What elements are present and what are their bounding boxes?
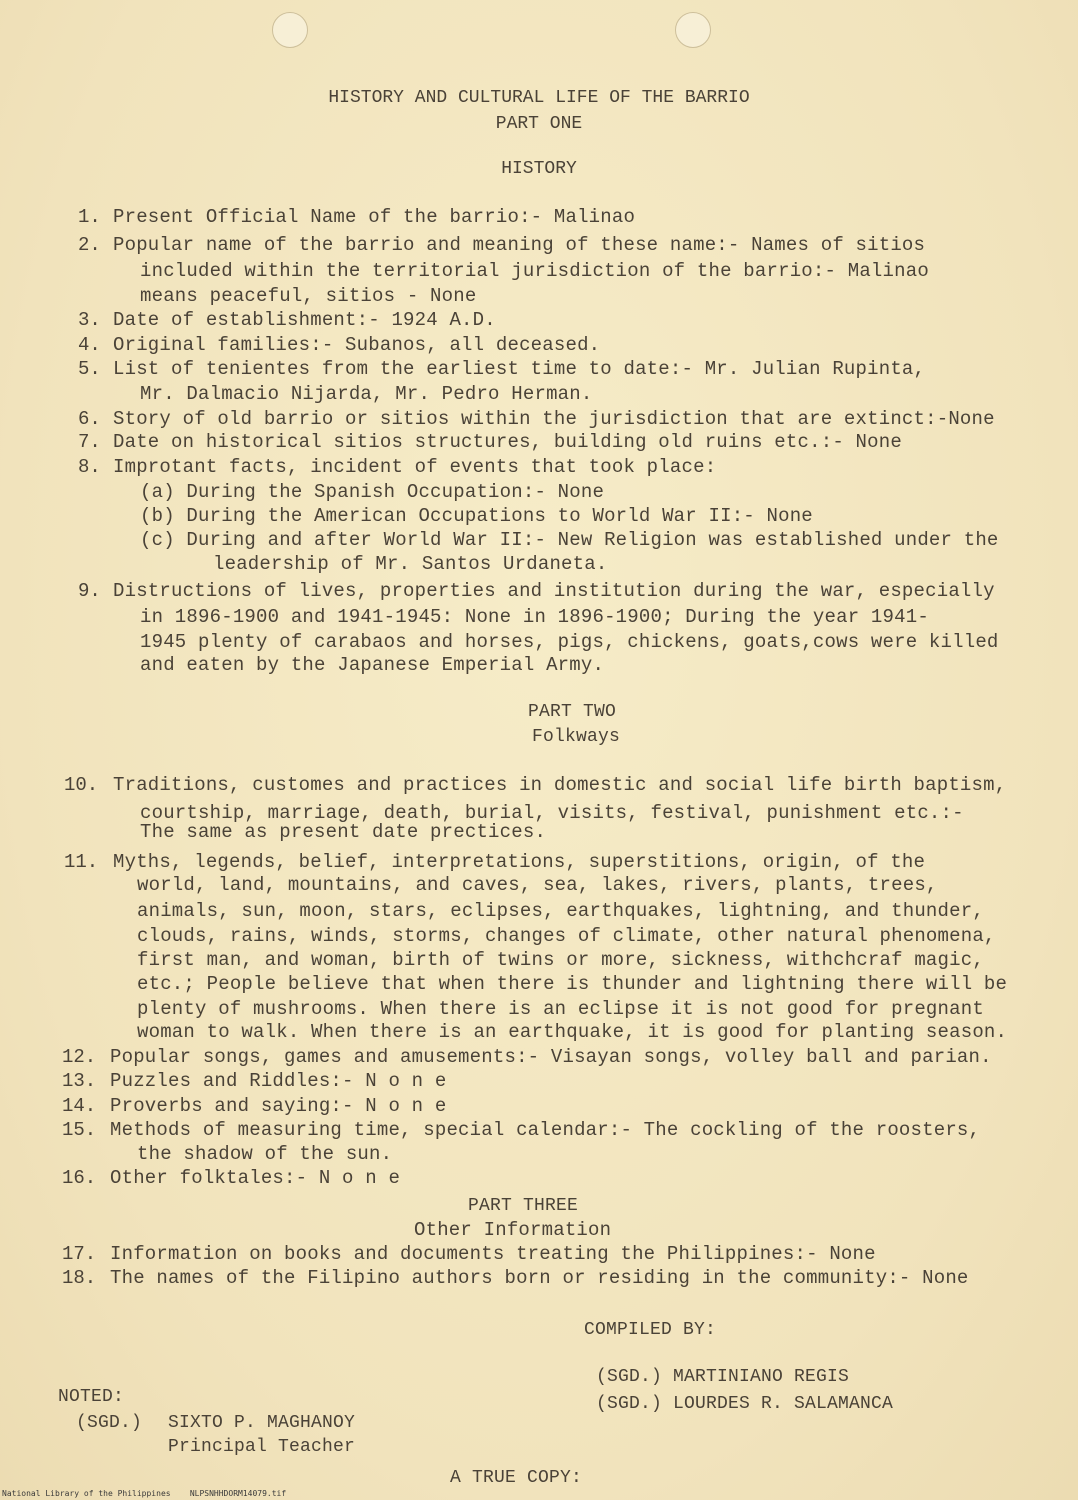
folkways-heading: Folkways	[532, 727, 621, 747]
item-number: 9.	[78, 580, 101, 602]
part-two-heading: PART TWO	[528, 702, 617, 722]
item-line: (a) During the Spanish Occupation:- None	[140, 481, 605, 503]
item-line: Story of old barrio or sitios within the jurisdiction that are extinct:-None	[113, 408, 995, 430]
item-line: included within the territorial jurisdiction of the barrio:- Malinao	[140, 260, 929, 282]
item-line: Other folktales:- N o n e	[110, 1167, 401, 1189]
item-line: the shadow of the sun.	[137, 1143, 393, 1165]
item-line: The same as present date prectices.	[140, 821, 547, 843]
other-information-heading: Other Information	[414, 1219, 612, 1241]
item-number: 2.	[78, 234, 101, 256]
compiler-signature-2: (SGD.) LOURDES R. SALAMANCA	[596, 1394, 894, 1414]
item-number: 4.	[78, 334, 101, 356]
item-line: Mr. Dalmacio Nijarda, Mr. Pedro Herman.	[140, 383, 593, 405]
noted-signature-mark: (SGD.)	[76, 1413, 143, 1433]
item-line: Present Official Name of the barrio:- Malinao	[113, 206, 636, 228]
true-copy-label: A TRUE COPY:	[450, 1468, 583, 1488]
item-number: 18.	[62, 1267, 97, 1289]
noted-label: NOTED:	[58, 1387, 125, 1407]
item-line: leadership of Mr. Santos Urdaneta.	[213, 553, 608, 575]
item-number: 10.	[64, 774, 99, 796]
item-number: 1.	[78, 206, 101, 228]
punch-hole-left	[272, 12, 308, 48]
item-line: Myths, legends, belief, interpretations, superstitions, origin, of the	[113, 851, 926, 873]
item-line: means peaceful, sitios - None	[140, 285, 477, 307]
item-number: 7.	[78, 431, 101, 453]
item-line: Date of establishment:- 1924 A.D.	[113, 309, 496, 331]
item-number: 12.	[62, 1046, 97, 1068]
item-line: in 1896-1900 and 1941-1945: None in 1896-1900; During the year 1941-	[140, 606, 929, 628]
compiler-signature-1: (SGD.) MARTINIANO REGIS	[596, 1367, 850, 1387]
item-line: (b) During the American Occupations to World War II:- None	[140, 505, 813, 527]
noted-name: SIXTO P. MAGHANOY	[168, 1413, 356, 1433]
item-line: etc.; People believe that when there is thunder and lightning there will be	[137, 973, 1008, 995]
item-line: Proverbs and saying:- N o n e	[110, 1095, 447, 1117]
item-line: woman to walk. When there is an earthquake, it is good for planting season.	[137, 1021, 1008, 1043]
item-number: 13.	[62, 1070, 97, 1092]
item-number: 11.	[64, 851, 99, 873]
item-line: Distructions of lives, properties and institution during the war, especially	[113, 580, 995, 602]
item-line: clouds, rains, winds, storms, changes of climate, other natural phenomena,	[137, 925, 996, 947]
item-line: List of tenientes from the earliest time to date:- Mr. Julian Rupinta,	[113, 358, 926, 380]
item-line: plenty of mushrooms. When there is an eclipse it is not good for pregnant	[137, 998, 984, 1020]
item-line: The names of the Filipino authors born or residing in the community:- None	[110, 1267, 969, 1289]
item-line: Popular name of the barrio and meaning of these name:- Names of sitios	[113, 234, 926, 256]
item-line: Date on historical sitios structures, building old ruins etc.:- None	[113, 431, 902, 453]
item-line: Popular songs, games and amusements:- Visayan songs, volley ball and parian.	[110, 1046, 992, 1068]
noted-title: Principal Teacher	[168, 1437, 356, 1457]
item-line: Puzzles and Riddles:- N o n e	[110, 1070, 447, 1092]
item-line: Methods of measuring time, special calendar:- The cockling of the roosters,	[110, 1119, 981, 1141]
item-line: and eaten by the Japanese Emperial Army.	[140, 654, 605, 676]
item-line: Traditions, customes and practices in domestic and social life birth baptism,	[113, 774, 1007, 796]
item-line: first man, and woman, birth of twins or more, sickness, withchcraf magic,	[137, 949, 984, 971]
item-line: world, land, mountains, and caves, sea, lakes, rivers, plants, trees,	[137, 874, 938, 896]
item-line: 1945 plenty of carabaos and horses, pigs, chickens, goats,cows were killed	[140, 631, 999, 653]
compiled-by-label: COMPILED BY:	[584, 1320, 717, 1340]
item-line: Improtant facts, incident of events that took place:	[113, 456, 717, 478]
item-line: Information on books and documents treating the Philippines:- None	[110, 1243, 876, 1265]
item-number: 17.	[62, 1243, 97, 1265]
part-one-heading: PART ONE	[495, 114, 583, 134]
punch-hole-right	[675, 12, 711, 48]
item-line: (c) During and after World War II:- New Religion was established under the	[140, 529, 999, 551]
item-number: 8.	[78, 456, 101, 478]
item-number: 15.	[62, 1119, 97, 1141]
item-line: animals, sun, moon, stars, eclipses, earthquakes, lightning, and thunder,	[137, 900, 984, 922]
item-number: 5.	[78, 358, 101, 380]
history-heading: HISTORY	[501, 159, 577, 179]
item-number: 3.	[78, 309, 101, 331]
item-number: 14.	[62, 1095, 97, 1117]
part-three-heading: PART THREE	[468, 1196, 579, 1216]
item-number: 6.	[78, 408, 101, 430]
item-number: 16.	[62, 1167, 97, 1189]
document-title: HISTORY AND CULTURAL LIFE OF THE BARRIO	[328, 88, 750, 108]
item-line: Original families:- Subanos, all deceased.	[113, 334, 601, 356]
item-line: courtship, marriage, death, burial, visits, festival, punishment etc.:-	[140, 802, 964, 824]
library-footer: National Library of the Philippines NLPSNHHDORM14079.tif	[2, 1489, 287, 1498]
